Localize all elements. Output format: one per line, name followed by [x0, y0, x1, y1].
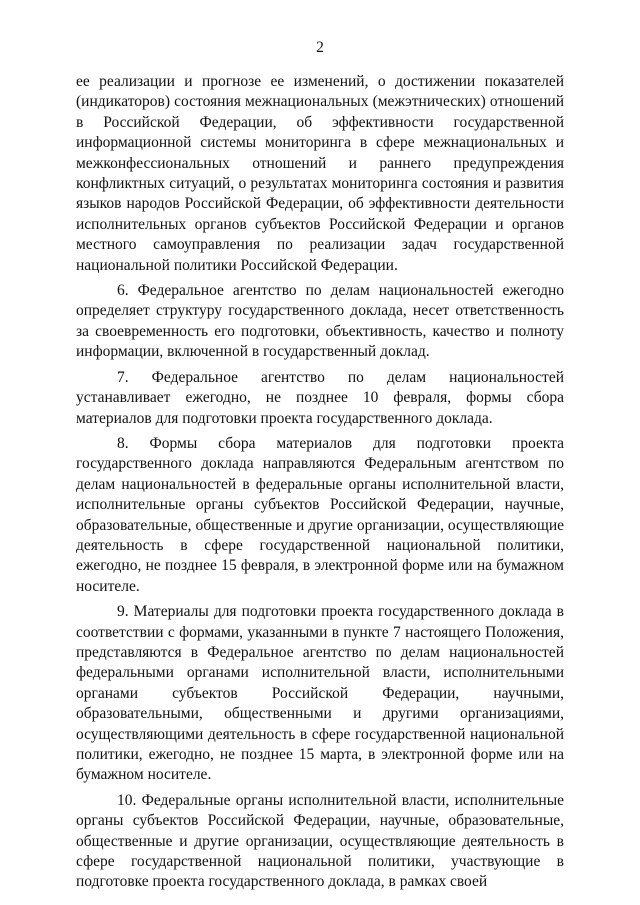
- paragraph-continuation: ее реализации и прогнозе ее изменений, о достижении показателей (индикаторов) состояния межнациональных (межэтнических) отношений в Российской Федерации, об эффективности государственной информационной системы мониторинга в сфере межнациональных и межконфессиональных отношений и раннего предупреждения конфликтных ситуаций, о результатах мониторинга состояния и развития языков народов Российской Федерации, об эффективности деятельности исполнительных органов субъектов Российской Федерации и органов местного самоуправления по реализации задач государственной национальной политики Российской Федерации.: [76, 73, 564, 274]
- document-body: [76, 72, 564, 893]
- paragraph-item-7: 7. Федеральное агентство по делам национальностей устанавливает ежегодно, не позднее 10 февраля, формы сбора материалов для подготовки проекта государственного доклада.: [76, 368, 564, 427]
- paragraph-item-6: 6. Федеральное агентство по делам национальностей ежегодно определяет структуру государственного доклада, несет ответственность за своевременность его подготовки, объективность, качество и полноту информации, включенной в государственный доклад.: [76, 282, 564, 361]
- paragraph-item-8: 8. Формы сбора материалов для подготовки проекта государственного доклада направляются Федеральным агентством по делам национальностей в федеральные органы исполнительной власти, исполнительные органы субъектов Российской Федерации, научные, образовательные, общественные и другие организации, осуществляющие деятельность в сфере государственной национальной политики, ежегодно, не позднее 15 февраля, в электронной форме или на бумажном носителе.: [76, 434, 564, 595]
- paragraph-item-10: 10. Федеральные органы исполнительной власти, исполнительные органы субъектов Российской Федерации, научные, образовательные, общественные и другие организации, осуществляющие деятельность в сфере государственной национальной политики, участвующие в подготовке проекта государственного доклада, в рамках своей: [76, 791, 564, 891]
- page-number: 2: [316, 39, 324, 56]
- paragraph-item-9: 9. Материалы для подготовки проекта государственного доклада в соответствии с формами, указанными в пункте 7 настоящего Положения, представляются в Федеральное агентство по делам национальностей федеральными органами исполнительной власти, исполнительными органами субъектов Российской Федерации, научными, образовательными, общественными и другими организациями, осуществляющими деятельность в сфере государственной национальной политики, ежегодно, не позднее 15 марта, в электронной форме или на бумажном носителе.: [76, 603, 564, 784]
